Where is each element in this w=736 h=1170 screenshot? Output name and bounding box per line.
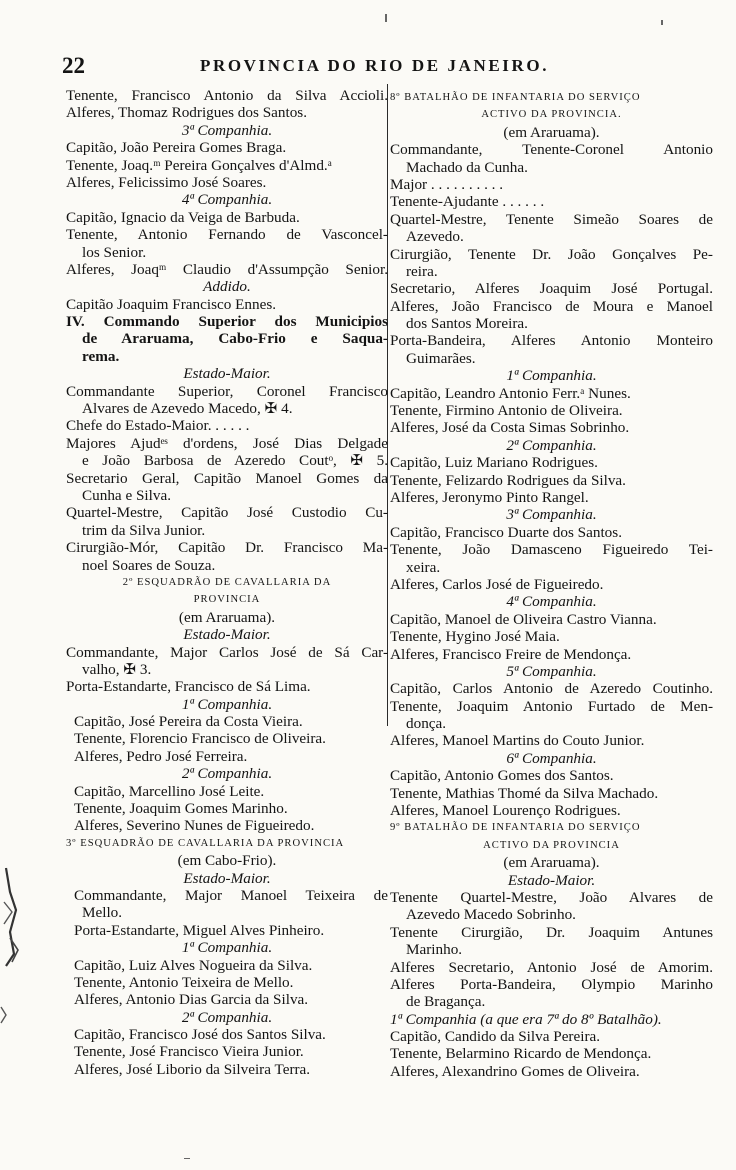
print-mark [184, 1158, 190, 1159]
text-line: Tenente, Francisco Antonio da Silva Accioli. [66, 87, 388, 104]
text-line: Alferes, Joaqᵐ Claudio d'Assumpção Senior. [66, 260, 388, 278]
text-line: 6ª Companhia. [506, 749, 597, 767]
text-line: Alferes, Felicissimo José Soares. [66, 173, 267, 191]
text-line: 3ª Companhia. [181, 121, 273, 139]
text-line: Tenente, José Francisco Vieira Junior. [74, 1043, 304, 1061]
text-line: Chefe do Estado-Maior. . . . . . [66, 417, 250, 435]
text-line: Tenente, Felizardo Rodrigues da Silva. [390, 471, 626, 489]
text-line: Tenente, Mathias Thomé da Silva Machado. [390, 784, 659, 802]
left-column [66, 87, 388, 1078]
text-line: (em Araruama). [503, 123, 600, 141]
text-line: 8º BATALHÃO DE INFANTARIA DO SERVIÇO [390, 92, 641, 103]
text-line: ACTIVO DA PROVINCIA. [481, 109, 622, 121]
text-line: Capitão, Candido da Silva Pereira. [390, 1028, 601, 1046]
text-line: Estado-Maior. [507, 871, 596, 889]
text-line: Alferes, João Francisco de Moura e Manoel [390, 297, 713, 315]
text-line: Capitão, José Pereira da Costa Vieira. [74, 713, 303, 731]
text-line: 4ª Companhia. [181, 191, 273, 209]
text-line: Capitão, Luiz Mariano Rodrigues. [390, 454, 598, 472]
text-line: Capitão, Leandro Antonio Ferr.ᵃ Nunes. [390, 384, 631, 402]
text-line: reira. [406, 262, 438, 280]
text-line: Alvares de Azevedo Macedo, ✠ 4. [82, 400, 293, 418]
text-line: Tenente, Joaquim Gomes Marinho. [74, 800, 288, 818]
text-line: Alferes, Severino Nunes de Figueiredo. [74, 817, 315, 835]
text-line: 2ª Companhia. [181, 1008, 273, 1026]
text-line: Tenente, Antonio Teixeira de Mello. [74, 973, 294, 991]
margin-ornament-icon [0, 862, 24, 972]
text-line: Capitão, Luiz Alves Nogueira da Silva. [74, 956, 313, 974]
text-line: Alferes, Alexandrino Gomes de Oliveira. [390, 1062, 640, 1080]
text-line: Alferes, Manoel Lourenço Rodrigues. [390, 802, 621, 820]
text-line: Estado-Maior. [183, 365, 271, 383]
text-line: Mello. [82, 904, 123, 922]
text-line: Quartel-Mestre, Tenente Simeão Soares de [390, 210, 713, 228]
text-line: 2º ESQUADRÃO DE CAVALLARIA DA [122, 576, 332, 588]
text-line: Capitão Joaquim Francisco Ennes. [66, 295, 277, 313]
text-line: Porta-Estandarte, Miguel Alves Pinheiro. [74, 921, 325, 939]
text-line: Estado-Maior. [183, 626, 271, 644]
text-line: Capitão, Francisco Duarte dos Santos. [390, 523, 622, 541]
text-line: dos Santos Moreira. [406, 315, 528, 333]
text-line: 3º ESQUADRÃO DE CAVALLARIA DA PROVINCIA [66, 837, 345, 849]
text-line: Tenente-Ajudante . . . . . . [390, 193, 545, 211]
text-line: Tenente, Hygino José Maia. [390, 628, 560, 646]
print-mark [385, 14, 387, 22]
text-line: Commandante, Major Carlos José de Sá Car- [66, 643, 388, 661]
text-line: trim da Silva Junior. [82, 521, 206, 539]
text-line: Capitão, Francisco José dos Santos Silva. [74, 1026, 326, 1044]
text-line: Commandante, Major Manoel Teixeira de [74, 886, 388, 904]
text-line: Porta-Estandarte, Francisco de Sá Lima. [66, 678, 311, 696]
text-line: Tenente, Joaq.ᵐ Pereira Gonçalves d'Almd.ᵃ [66, 156, 332, 174]
text-line: Tenente, Firmino Antonio de Oliveira. [390, 402, 623, 420]
text-line: Alferes, Carlos José de Figueiredo. [390, 575, 604, 593]
text-line: los Senior. [82, 243, 147, 261]
text-line: 1ª Companhia. [181, 695, 273, 713]
margin-mark-icon [0, 1005, 8, 1025]
text-line: Machado da Cunha. [406, 158, 528, 176]
text-line: (em Araruama). [178, 608, 276, 626]
text-line: 1ª Companhia. [181, 939, 273, 957]
text-line: Tenente, João Damasceno Figueiredo Tei- [390, 541, 713, 559]
text-line: 1ª Companhia. [506, 367, 597, 385]
text-line: Azevedo Macedo Sobrinho. [406, 906, 576, 924]
text-line: Alferes, Thomaz Rodrigues dos Santos. [66, 104, 307, 122]
text-line: Tenente, Joaquim Antonio Furtado de Men- [390, 697, 713, 715]
text-line: Tenente Quartel-Mestre, João Alvares de [390, 888, 713, 906]
text-line: 9º BATALHÃO DE INFANTARIA DO SERVIÇO [390, 822, 641, 834]
text-line: Tenente, Florencio Francisco de Oliveira. [74, 730, 326, 748]
text-line: 2ª Companhia. [181, 765, 273, 783]
text-line: Alferes, José Liborio da Silveira Terra. [74, 1060, 311, 1078]
text-line: Capitão, Antonio Gomes dos Santos. [390, 767, 614, 785]
right-column [390, 89, 713, 1080]
text-line: e João Barbosa de Azeredo Coutᵒ, ✠ 5. [82, 452, 388, 470]
text-line: Guimarães. [406, 349, 476, 367]
text-line: PROVINCIA [193, 594, 261, 606]
text-line: Estado-Maior. [183, 869, 271, 887]
text-line: Secretario, Alferes Joaquim José Portugal. [390, 280, 713, 298]
text-line: de Bragança. [406, 993, 486, 1011]
text-line: Alferes Secretario, Antonio José de Amorim. [390, 958, 713, 976]
text-line: Cunha e Silva. [82, 486, 172, 504]
text-line: ACTIVO DA PROVINCIA [483, 839, 620, 851]
page-number: 22 [62, 53, 85, 78]
text-line: 3ª Companhia. [506, 506, 597, 524]
text-line: Tenente, Belarmino Ricardo de Mendonça. [390, 1045, 652, 1063]
text-line: Cirurgião-Mór, Capitão Dr. Francisco Ma- [66, 539, 388, 557]
text-line: de Araruama, Cabo-Frio e Saqua- [82, 330, 388, 348]
text-line: Quartel-Mestre, Capitão José Custodio Cu- [66, 504, 388, 522]
text-line: Commandante, Tenente-Coronel Antonio [390, 141, 713, 159]
text-line: Marinho. [406, 941, 463, 959]
text-line: Capitão, João Pereira Gomes Braga. [66, 139, 287, 157]
text-line: Alferes Porta-Bandeira, Olympio Marinho [390, 975, 713, 993]
text-line: Commandante Superior, Coronel Francisco [66, 382, 388, 400]
text-line: Addido. [203, 278, 251, 296]
text-line: rema. [82, 347, 120, 365]
text-line: Capitão, Manoel de Oliveira Castro Vianna. [390, 610, 657, 628]
text-line: 1ª Companhia (a que era 7ª do 8º Batalhão). [390, 1010, 662, 1028]
text-line: Majores Ajudᵉˢ d'ordens, José Dias Delgade [66, 434, 388, 452]
text-line: Capitão, Ignacio da Veiga de Barbuda. [66, 208, 300, 226]
text-line: IV. Commando Superior dos Municipios [66, 313, 388, 331]
text-line: Azevedo. [406, 228, 464, 246]
text-line: Alferes, Francisco Freire de Mendonça. [390, 645, 632, 663]
text-line: Tenente, Antonio Fernando de Vasconcel- [66, 226, 388, 244]
text-line: Tenente Cirurgião, Dr. Joaquim Antunes [390, 923, 713, 941]
text-line: xeira. [406, 558, 441, 576]
text-line: Alferes, Pedro José Ferreira. [74, 747, 248, 765]
text-line: valho, ✠ 3. [82, 660, 152, 678]
running-title: PROVINCIA DO RIO DE JANEIRO. [200, 56, 550, 75]
text-line: (em Cabo-Frio). [177, 852, 277, 870]
text-line: 5ª Companhia. [506, 662, 597, 680]
text-line: Alferes, Manoel Martins do Couto Junior. [390, 732, 645, 750]
text-line: 2ª Companhia. [506, 436, 597, 454]
text-line: Porta-Bandeira, Alferes Antonio Monteiro [390, 332, 713, 350]
page-header [62, 53, 582, 79]
text-line: Alferes, Jeronymo Pinto Rangel. [390, 488, 589, 506]
text-line: donça. [406, 715, 447, 733]
print-mark [661, 20, 663, 25]
text-line: Capitão, Marcellino José Leite. [74, 782, 265, 800]
text-line: Cirurgião, Tenente Dr. João Gonçalves Pe- [390, 245, 713, 263]
text-line: (em Araruama). [503, 854, 600, 872]
text-line: Capitão, Carlos Antonio de Azeredo Coutinho. [390, 680, 713, 698]
text-line: Major . . . . . . . . . . [390, 175, 504, 193]
text-line: 4ª Companhia. [506, 593, 597, 611]
text-line: Alferes, Antonio Dias Garcia da Silva. [74, 991, 309, 1009]
text-line: Secretario Geral, Capitão Manoel Gomes da [66, 469, 388, 487]
text-line: Alferes, José da Costa Simas Sobrinho. [390, 419, 630, 437]
text-line: noel Soares de Souza. [82, 556, 216, 574]
